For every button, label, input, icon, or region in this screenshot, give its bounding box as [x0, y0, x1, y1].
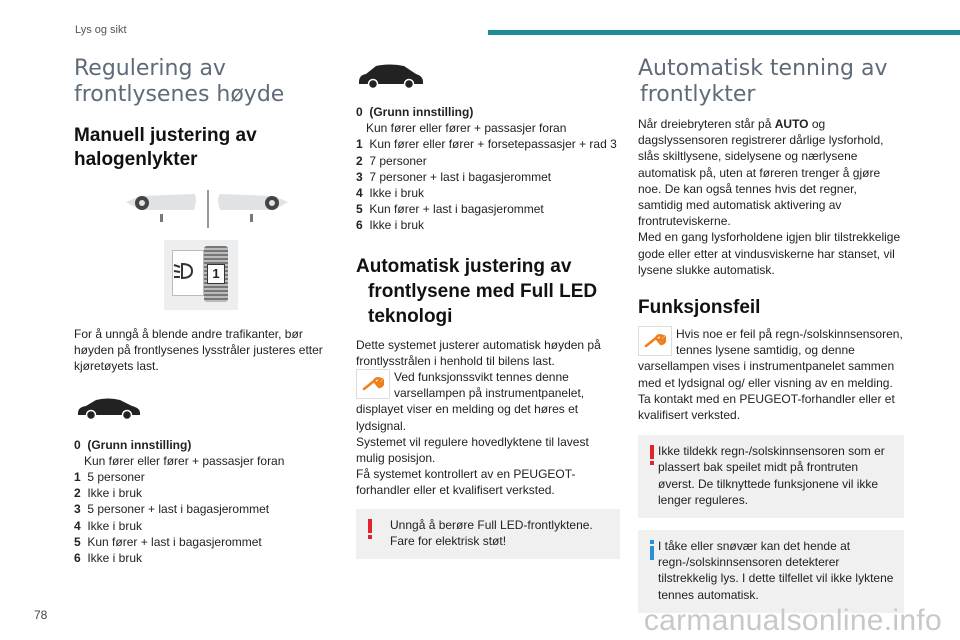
column-middle — [356, 52, 620, 559]
wrench-warning-icon — [356, 369, 390, 399]
list-item: 1 5 personer — [74, 470, 145, 485]
headlight-dial-illustration — [164, 240, 238, 310]
info-text: I tåke eller snøvær kan det hende at regn-/solskinnsensoren detekterer tilstrekkelig lys. I dette tilfellet vil ikke lyktene tennes automatisk. — [658, 539, 894, 602]
load-position-list-7seat — [356, 104, 620, 234]
subtitle-manual-adjust — [74, 124, 330, 172]
full-led-fault-block — [356, 369, 620, 434]
load-adjust-paragraph: For å unngå å blende andre trafikanter, bør høyden på frontlysenes lysstråler justeres etter kjøretøyets last. — [74, 327, 323, 374]
info-box-fog — [638, 530, 904, 613]
list-item: 3 7 personer + last i bagasjerommet — [356, 169, 552, 184]
section-label: Lys og sikt — [75, 24, 127, 36]
headlight-beam-icon — [172, 256, 202, 286]
auto-lighting-paragraph: Når dreiebryteren står på AUTO og dagslyssensoren registrerer dårlige lysforhold, slås skiltlysene, sidelysene og nærlysene automatisk på, uten at føreren trenger å gjøre noe. De kan også tennes hvis det regner, samtidig med automatisk aktivering av frontruteviskerne. — [638, 117, 884, 229]
title-auto-lighting — [638, 56, 904, 108]
page-number: 78 — [34, 608, 48, 622]
title-line-2: frontlysenes høyde — [74, 82, 285, 107]
title-line-1: Automatisk tenning av — [638, 56, 888, 81]
subtitle-line-1: Manuell justering av — [74, 125, 257, 146]
list-item: 6 Ikke i bruk — [356, 218, 425, 233]
auto-off-paragraph: Med en gang lysforholdene igjen blir tilstrekkelige gode eller etter at vindusviskerne har stanset, vil lysene slukke automatisk. — [638, 230, 901, 277]
list-item: 4 Ikke i bruk — [356, 186, 425, 201]
sensor-dealer-text: Ta kontakt med en PEUGEOT-forhandler eller et kvalifisert verksted. — [638, 391, 895, 423]
watermark: carmanualsonline.info — [643, 604, 942, 637]
list-item: 0 (Grunn innstilling) — [356, 105, 474, 119]
subtitle-line-1: Automatisk justering av — [356, 255, 572, 277]
list-item: 5 Kun fører + last i bagasjerommet — [74, 534, 262, 549]
sensor-fault-block — [638, 326, 904, 391]
subtitle-full-led — [356, 254, 620, 329]
headlight-beams-illustration — [122, 188, 292, 230]
info-icon — [650, 540, 654, 560]
list-item: 2 7 personer — [356, 153, 427, 168]
list-item: 1 Kun fører eller fører + forsetepassasjer + rad 3 — [356, 137, 617, 152]
warning-icon — [650, 445, 654, 465]
list-item-sub: Kun fører eller fører + passasjer foran — [366, 121, 567, 136]
full-led-dealer: Få systemet kontrollert av en PEUGEOT-forhandler eller et kvalifisert verksted. — [356, 467, 576, 498]
car-icon — [74, 395, 144, 421]
list-item: 5 Kun fører + last i bagasjerommet — [356, 202, 544, 217]
dial-value: 1 — [207, 264, 225, 284]
list-item: 2 Ikke i bruk — [74, 486, 143, 501]
column-left — [74, 52, 330, 566]
warning-text: Unngå å berøre Full LED-frontlyktene. Fare for elektrisk støt! — [390, 517, 593, 548]
warning-box-led — [356, 509, 620, 559]
warning-text: Ikke tildekk regn-/solskinnsensoren som er plassert bak speilet midt på frontruten øverst. De tilknyttede funksjonene vil ikke lenger reguleres. — [658, 444, 885, 507]
warning-icon — [368, 519, 372, 539]
subtitle-line-2: frontlysene med Full LED — [368, 280, 598, 302]
wrench-warning-icon — [638, 326, 672, 356]
list-item: 3 5 personer + last i bagasjerommet — [74, 502, 270, 517]
full-led-lowest-position: Systemet vil regulere hovedlyktene til lavest mulig posisjon. — [356, 434, 589, 466]
header-accent-bar — [488, 30, 960, 35]
title-headlight-height — [74, 56, 330, 108]
suv-car-icon — [356, 60, 426, 90]
subtitle-line-2: halogenlykter — [74, 149, 198, 170]
column-right — [638, 52, 904, 613]
list-item: 0 (Grunn innstilling) — [74, 437, 192, 452]
list-item: 6 Ikke i bruk — [74, 551, 143, 566]
full-led-fault-text: Ved funksjonssvikt tennes denne varsellampen på instrumentpanelet, displayet viser en melding og det høres et lydsignal. — [356, 370, 585, 433]
title-line-2: frontlykter — [640, 82, 756, 107]
load-position-list — [74, 437, 330, 567]
full-led-intro: Dette systemet justerer automatisk høyden på frontlysstrålen i henhold til bilens last. — [356, 337, 601, 368]
list-item: 4 Ikke i bruk — [74, 518, 143, 533]
warning-box-sensor — [638, 435, 904, 518]
title-line-1: Regulering av — [74, 56, 226, 81]
sensor-fault-text: Hvis noe er feil på regn-/solskinnsensoren, tennes lysene samtidig, og denne varsellampen vises i instrumentpanelet sammen med et lydsignal og/ eller visning av en melding. — [638, 327, 903, 390]
subtitle-malfunction: Funksjonsfeil — [638, 297, 761, 319]
list-item-sub: Kun fører eller fører + passasjer foran — [84, 453, 285, 468]
subtitle-line-3: teknologi — [368, 305, 453, 327]
